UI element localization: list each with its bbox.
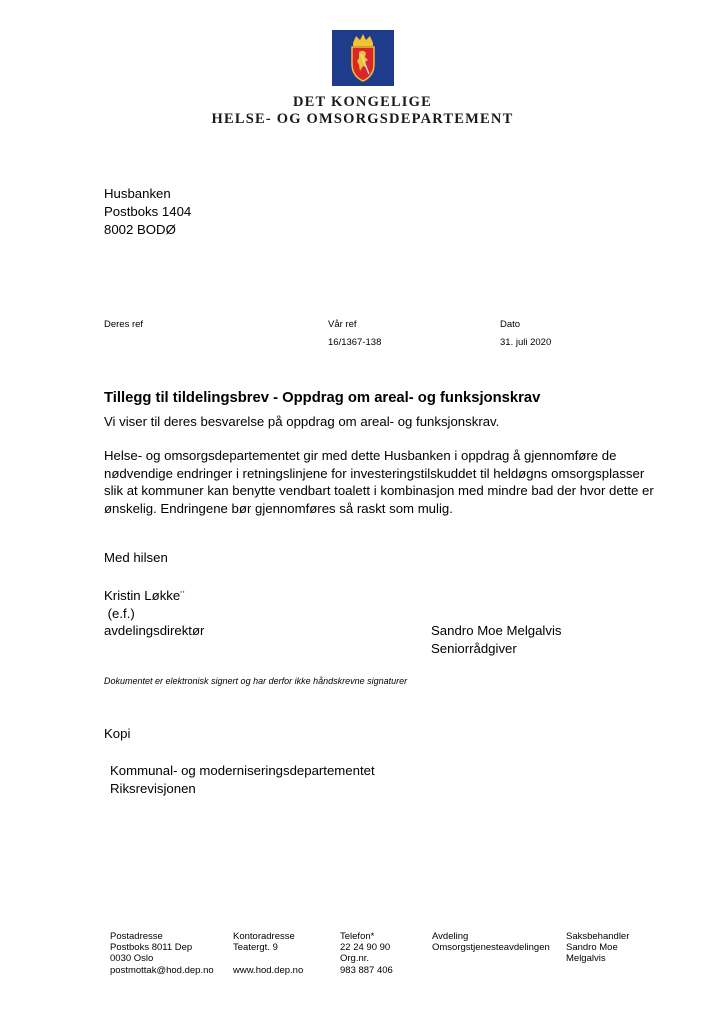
footer-line: Teatergt. 9 xyxy=(233,942,278,954)
dato-label: Dato xyxy=(500,319,521,330)
footer-avdeling xyxy=(432,931,550,953)
signer2-block xyxy=(431,622,561,657)
var-ref-value: 16/1367-138 xyxy=(328,337,382,348)
signer1-ef: (e.f.) xyxy=(104,605,135,621)
copies-label: Kopi xyxy=(104,726,131,741)
footer-line: Omsorgstjenesteavdelingen xyxy=(432,942,550,954)
dato-value: 31. juli 2020 xyxy=(500,337,552,348)
footer-line: 983 887 406 xyxy=(340,964,393,976)
var-ref-label: Vår ref xyxy=(328,319,357,330)
footer-saksbehandler xyxy=(566,931,629,965)
ministry-name-line1: DET KONGELIGE xyxy=(292,94,433,110)
signer1-name: Kristin Løkke¨ xyxy=(104,588,185,603)
address-line: Husbanken xyxy=(104,186,171,201)
letterhead xyxy=(0,30,725,128)
signer1-title: avdelingsdirektør xyxy=(104,623,205,638)
ministry-name-line2: HELSE- OG OMSORGSDEPARTEMENT xyxy=(211,111,514,127)
address-line: 8002 BODØ xyxy=(104,222,176,237)
body-paragraph-2: Helse- og omsorgsdepartementet gir med dette Husbanken i oppdrag å gjennomføre de nødvendige endringer i retningslinjene for investeringstilskuddet til heldøgns omsorgsplasser slik at kommuner kan benytte vendbart toalett i kombinasjon med mindre bad der hvor dette er ønskelig. Endringene bør gjennomføres så raskt som mulig. xyxy=(104,448,654,516)
body-paragraph-1: Vi viser til deres besvarelse på oppdrag om areal- og funksjonskrav. xyxy=(104,414,500,429)
footer-line: 0030 Oslo xyxy=(110,953,154,965)
copy-recipient: Riksrevisjonen xyxy=(110,781,196,796)
footer-kontoradresse xyxy=(233,931,303,976)
footer-website: www.hod.dep.no xyxy=(233,964,304,976)
footer-heading: Telefon* xyxy=(340,931,375,942)
footer-line xyxy=(233,953,303,964)
footer-telefon xyxy=(340,931,393,976)
signer2-title: Seniorrådgiver xyxy=(431,640,517,656)
footer-email: postmottak@hod.dep.no xyxy=(110,964,214,976)
footer-heading: Kontoradresse xyxy=(233,931,295,942)
copies-list xyxy=(110,762,375,798)
footer-line: Org.nr. xyxy=(340,953,370,965)
signature-note: Dokumentet er elektronisk signert og har derfor ikke håndskrevne signaturer xyxy=(104,676,408,686)
norwegian-coat-of-arms-icon xyxy=(332,30,394,91)
footer-heading: Postadresse xyxy=(110,931,163,942)
copy-recipient: Kommunal- og moderniseringsdepartementet xyxy=(110,763,375,778)
letter-title: Tillegg til tildelingsbrev - Oppdrag om areal- og funksjonskrav xyxy=(104,390,541,406)
recipient-address xyxy=(104,185,191,239)
footer-line: Sandro Moe xyxy=(566,942,618,954)
footer-heading: Avdeling xyxy=(432,931,469,942)
deres-ref-label: Deres ref xyxy=(104,319,144,330)
signer2-name: Sandro Moe Melgalvis xyxy=(431,623,562,638)
footer-postadresse xyxy=(110,931,214,976)
signer1-block xyxy=(104,587,204,640)
footer-line: Postboks 8011 Dep xyxy=(110,942,193,954)
greeting: Med hilsen xyxy=(104,550,168,565)
footer-line: 22 24 90 90 xyxy=(340,942,391,954)
footer-heading: Saksbehandler xyxy=(566,931,630,942)
footer-line: Melgalvis xyxy=(566,953,606,965)
address-line: Postboks 1404 xyxy=(104,204,192,219)
